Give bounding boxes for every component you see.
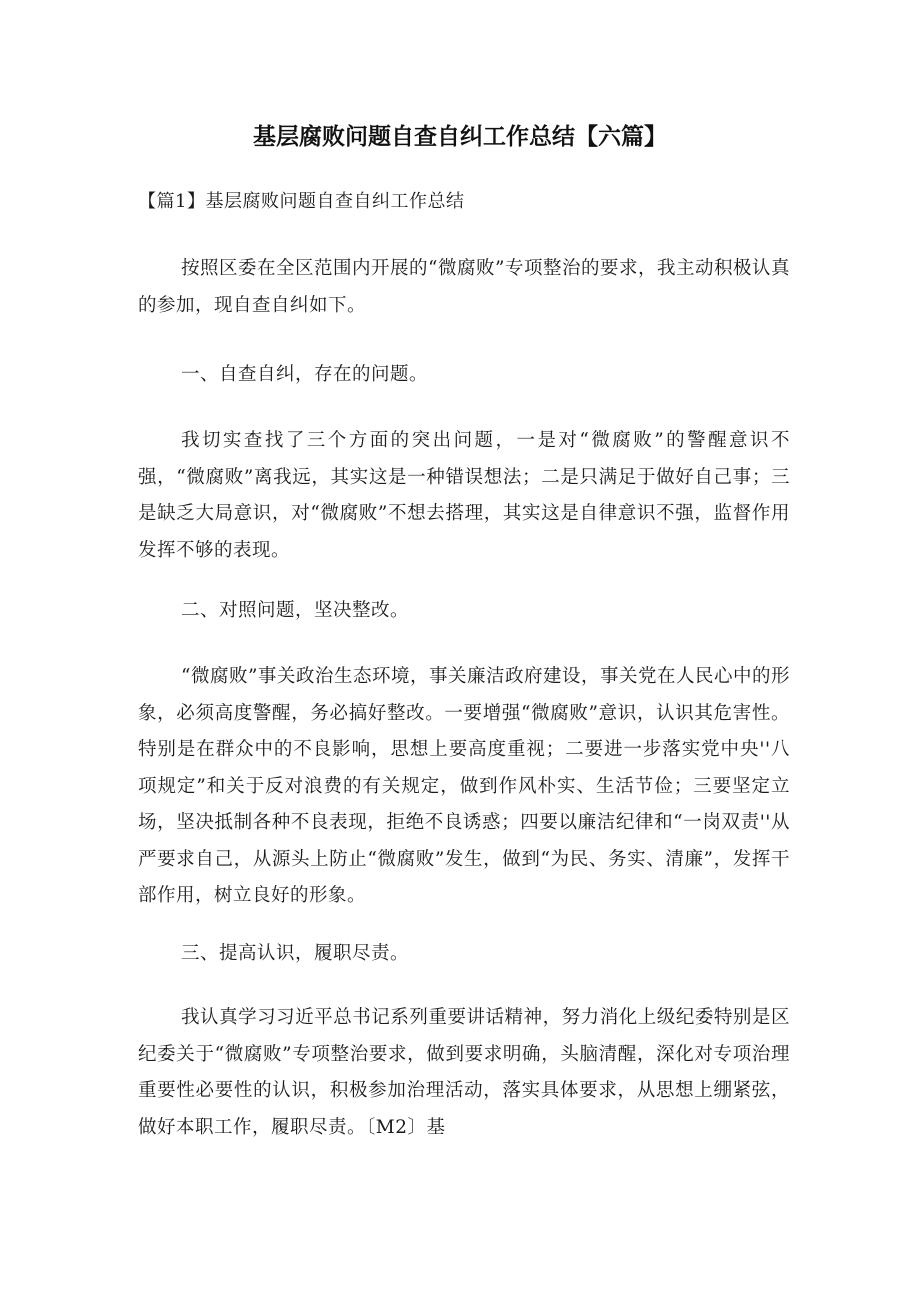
section-2-heading: 二、对照问题，坚决整改。 <box>181 600 410 621</box>
article-subheading: 【篇1】基层腐败问题自查自纠工作总结 <box>138 191 465 212</box>
section-2-paragraph: “微腐败”事关政治生态环境，事关廉洁政府建设，事关党在人民心中的形象，必须高度警醒，务必搞好整改。一要增强“微腐败”意识，认识其危害性。特别是在群众中的不良影响，思想上要高度重视；二要进一步落实党中央''八项规定”和关于反对浪费的有关规定，做到作风朴实、生活节俭；三要坚定立场，坚决抵制各种不良表现，拒绝不良诱惑；四要以廉洁纪律和“一岗双责''从严要求自己，从源头上防止“微腐败”发生，做到“为民、务实、清廉”，发挥干部作用，树立良好的形象。 <box>138 666 790 906</box>
document-title: 基层腐败问题自查自纠工作总结【六篇】 <box>253 124 667 150</box>
section-1-paragraph: 我切实查找了三个方面的突出问题，一是对“微腐败”的警醒意识不强，“微腐败”离我远，其实这是一种错误想法；二是只满足于做好自己事；三是缺乏大局意识，对“微腐败”不想去搭理，其实这是自律意识不强，监督作用发挥不够的表现。 <box>138 430 790 561</box>
section-3-heading: 三、提高认识，履职尽责。 <box>181 943 410 964</box>
section-3-paragraph: 我认真学习习近平总书记系列重要讲话精神，努力消化上级纪委特别是区纪委关于“微腐败”专项整治要求，做到要求明确，头脑清醒，深化对专项治理重要性必要性的认识，积极参加治理活动，落实具体要求，从思想上绷紧弦，做好本职工作，履职尽责。〔M2〕基 <box>138 1007 790 1138</box>
intro-paragraph: 按照区委在全区范围内开展的“微腐败”专项整治的要求，我主动积极认真的参加，现自查自纠如下。 <box>138 258 790 316</box>
section-1-heading: 一、自查自纠，存在的问题。 <box>181 364 429 385</box>
